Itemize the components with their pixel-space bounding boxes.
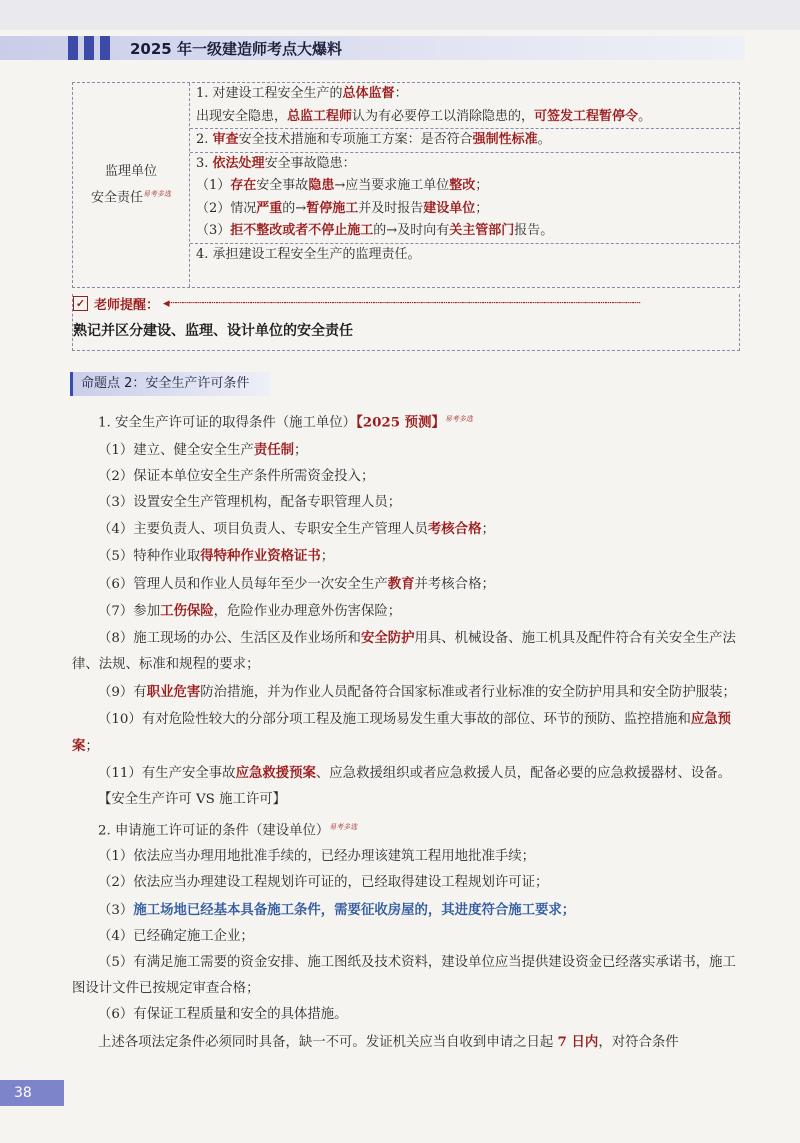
table-left-line2: 安全责任 [90,190,143,206]
checkbox-icon: ✓ [73,296,88,311]
text-run: 安全事故 [256,178,309,193]
text-run: 出现安全隐患， [196,108,288,124]
body-text [72,406,740,1056]
teacher-reminder-box [72,294,740,351]
body-paragraph [98,844,740,870]
text-run: 认为有必要停工以消除隐患的， [352,108,535,124]
highlighted-text: 严重 [256,200,283,216]
highlighted-text: 拒不整改或者不停止施工 [230,223,374,238]
text-run: （7）参加 [98,603,161,619]
header-bars-decoration [68,36,110,60]
body-paragraph [72,950,740,1002]
text-run: ； [85,738,99,754]
text-run: （2）情况 [196,200,257,216]
highlighted-text: 总监工程师 [287,108,353,124]
table-row [190,198,739,221]
table-left-tag: 易考多选 [143,189,171,198]
highlighted-text: 安全防护 [360,630,415,647]
body-paragraph [98,897,740,924]
body-paragraph [72,706,740,760]
highlighted-text: 建设单位 [423,200,476,216]
body-paragraph [98,1029,740,1056]
text-run: 。 [537,132,551,147]
body-paragraph [98,490,740,516]
supervision-responsibility-table [72,82,740,288]
highlighted-text: 工伤保险 [160,602,214,619]
text-run: （3） [98,902,134,918]
highlighted-text: 责任制 [253,441,294,458]
highlighted-text: 整改 [449,178,476,193]
text-run: 用具、机械设备、施工机具及配件符合有关安全生产法律、法规、标准和规程的要求； [72,631,736,673]
text-run: 防治措施，并为作业人员配备符合国家标准或者行业标准的安全防护用具和安全防护服装； [200,684,736,700]
body-paragraph [98,598,740,625]
text-run: 。 [638,108,652,124]
text-run: ，对符合条件 [598,1034,679,1050]
note-tag: 易考多选 [329,822,358,831]
reminder-text: 熟记并区分建设、监理、设计单位的安全责任 [73,323,353,339]
highlighted-text: 关主管部门 [449,223,515,238]
text-run: （1）依法应当办理用地批准手续的，已经办理该建筑工程用地批准手续； [98,849,536,865]
body-paragraph [98,543,740,570]
text-run: （8）施工现场的办公、生活区及作业场所和 [98,631,361,647]
highlighted-text: 暂停施工 [306,200,359,216]
table-left-line1: 监理单位 [104,163,157,179]
highlighted-text: 教育 [387,575,415,592]
text-run: 1. 对建设工程安全生产的 [196,86,343,101]
highlighted-text: 可签发工程暂停令 [534,108,639,124]
text-run: 的→ [282,200,307,216]
body-paragraph [98,787,740,813]
highlighted-text: 隐患 [308,178,335,193]
highlighted-text: 依法处理 [212,155,265,171]
highlighted-text: 存在 [230,178,257,193]
text-run: （4）已经确定施工企业； [98,928,254,944]
text-run: （3） [196,223,231,238]
highlighted-text: 施工场地已经基本具备施工条件，需要征收房屋的，其进度符合施工要求； [133,901,576,918]
body-paragraph [98,924,740,950]
text-run: 【安全生产许可 VS 施工许可】 [98,792,287,808]
body-paragraph [72,625,740,678]
text-run: （1） [196,178,231,193]
table-row [190,244,739,267]
top-band [0,0,800,30]
text-run: 安全事故隐患： [264,155,356,171]
text-run: 2. 申请施工许可证的条件（建设单位） [98,822,330,838]
body-paragraph [98,571,740,598]
body-paragraph [98,1002,740,1028]
table-row [190,106,739,130]
text-run: （11）有生产安全事故 [98,766,236,782]
table-row [190,129,739,153]
table-row [190,220,739,244]
highlighted-text: 审查 [212,132,239,147]
highlighted-text: 应急预案 [72,710,732,754]
highlighted-text: 应急救援预案 [235,765,316,782]
body-paragraph [98,406,740,437]
text-run: （4）主要负责人、项目负责人、专职安全生产管理人员 [98,522,428,538]
table-row [190,153,739,176]
text-run: （6）管理人员和作业人员每年至少一次安全生产 [98,576,388,592]
text-run: 3. [196,155,213,171]
reminder-label: 老师提醒： [94,298,160,313]
highlighted-text: 考核合格 [427,521,482,538]
text-run: （5）有满足施工需要的资金安排、施工图纸及技术资料，建设单位应当提供建设资金已经落实承诺书，施工图设计文件已按规定审查合格； [72,955,736,997]
text-run: 、应急救援组织或者应急救援人员，配备必要的应急救援器材、设备。 [315,766,732,782]
header-title: 2025 年一级建造师考点大爆料 [130,40,342,58]
text-run: 报告。 [514,223,554,238]
note-tag: 易考多选 [444,415,473,423]
text-run: 的→及时向有 [373,223,450,238]
text-run: 4. 承担建设工程安全生产的监理责任。 [196,246,421,262]
body-paragraph [98,464,740,490]
highlighted-text: 【2025 预测】 [356,414,445,431]
text-run: ； [475,178,489,193]
body-paragraph [98,870,740,896]
text-run: （2）保证本单位安全生产条件所需资金投入； [98,468,375,484]
text-run: 安全技术措施和专项施工方案：是否符合 [238,132,473,147]
highlighted-text: 职业危害 [146,683,201,700]
body-paragraph [72,760,740,787]
body-paragraph [98,516,740,543]
body-paragraph [72,679,740,706]
text-run: （10）有对危险性较大的分部分项工程及施工现场易发生重大事故的部位、环节的预防、监控措施和 [98,711,691,727]
topic-heading: 命题点 2：安全生产许可条件 [70,372,270,396]
text-run: （3）设置安全生产管理机构，配备专职管理人员； [98,495,402,511]
text-run: 上述各项法定条件必须同时具备，缺一不可。发证机关应当自收到申请之日起 [98,1034,558,1050]
text-run: （5）特种作业取 [98,549,201,565]
text-run: ； [294,442,308,458]
text-run: 2. [196,132,213,147]
body-paragraph [98,814,740,845]
highlighted-text: 总体监督 [342,86,395,101]
text-run: 并考核合格； [414,576,495,592]
page-number: 38 [0,1080,64,1106]
text-run: ； [475,200,489,216]
table-row [190,83,739,106]
text-run: （6）有保证工程质量和安全的具体措施。 [98,1007,348,1023]
text-run: （2）依法应当办理建设工程规划许可证的，已经取得建设工程规划许可证； [98,875,549,891]
table-row [190,175,739,198]
text-run: ； [320,549,335,565]
table-left-cell [73,83,190,287]
body-paragraph [98,437,740,464]
text-run: 并及时报告 [358,200,424,216]
text-run: →应当要求施工单位 [334,178,450,193]
highlighted-text: 强制性标准 [472,132,538,147]
arrow-left-icon: ◂┈┈┈┈┈┈┈┈┈┈┈┈┈┈┈┈┈┈┈┈┈┈┈┈┈┈┈┈┈┈┈┈┈┈┈┈┈┈┈┈┈┈┈┈┈┈┈┈┈┈┈┈┈┈┈┈┈┈┈┈┈┈┈┈┈┈┈┈┈ [163,296,640,311]
text-run: （9）有 [98,684,147,700]
text-run: ，危险作业办理意外伤害保险； [213,603,402,619]
text-run: ： [394,86,408,101]
table-right-cell [190,83,739,287]
highlighted-text: 7 日内 [557,1033,599,1050]
page-header [0,36,745,60]
text-run: ； [481,522,495,538]
text-run: （1）建立、健全安全生产 [98,442,254,458]
text-run: 1. 安全生产许可证的取得条件（施工单位） [98,415,357,431]
highlighted-text: 得特种作业资格证书 [200,548,321,565]
